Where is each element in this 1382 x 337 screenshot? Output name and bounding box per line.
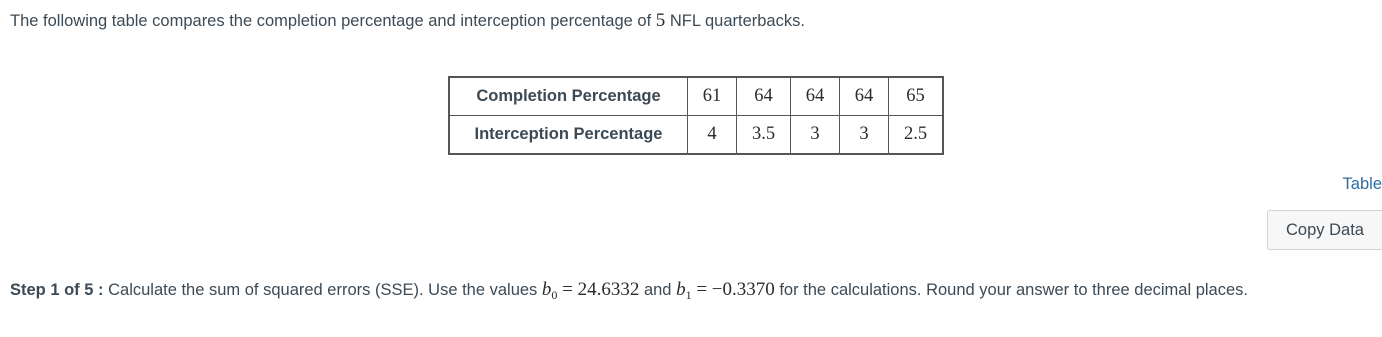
step-instructions	[10, 278, 1370, 307]
step-label: Step 1 of 5 :	[10, 281, 104, 299]
quarterback-data-table	[448, 76, 944, 155]
table-link[interactable]: Table	[1342, 175, 1382, 193]
intro-text-end: NFL quarterbacks.	[665, 12, 805, 30]
row-header-completion: Completion Percentage	[449, 77, 688, 116]
table-cell: 64	[737, 77, 791, 116]
step-text-end: for the calculations. Round your answer to three decimal places.	[774, 281, 1248, 299]
table-cell: 61	[688, 77, 737, 116]
intro-text-start: The following table compares the completion percentage and interception percentage of	[10, 12, 656, 30]
row-header-interception: Interception Percentage	[449, 116, 688, 155]
table-cell: 3	[840, 116, 889, 155]
table-cell: 3.5	[737, 116, 791, 155]
b1-variable: b	[676, 279, 686, 300]
table-cell: 2.5	[889, 116, 944, 155]
b1-subscript: 1	[685, 288, 692, 302]
b1-symbol	[676, 279, 775, 300]
table-row	[449, 116, 943, 155]
table-cell: 64	[840, 77, 889, 116]
table-cell: 65	[889, 77, 944, 116]
step-and: and	[639, 281, 677, 299]
problem-intro	[10, 10, 805, 32]
b1-equals: =	[691, 279, 712, 300]
quarterback-count: 5	[655, 10, 666, 31]
b0-subscript: 0	[551, 288, 558, 302]
copy-data-button[interactable]: Copy Data	[1267, 210, 1382, 250]
b0-value: 24.6332	[577, 279, 640, 300]
b0-equals: =	[557, 279, 578, 300]
b0-variable: b	[541, 279, 552, 300]
b1-value: −0.3370	[711, 279, 775, 300]
step-text: Calculate the sum of squared errors (SSE). Use the values	[103, 281, 542, 299]
b0-symbol	[542, 279, 639, 300]
table-row	[449, 77, 943, 116]
table-cell: 3	[791, 116, 840, 155]
table-cell: 4	[688, 116, 737, 155]
table-cell: 64	[791, 77, 840, 116]
